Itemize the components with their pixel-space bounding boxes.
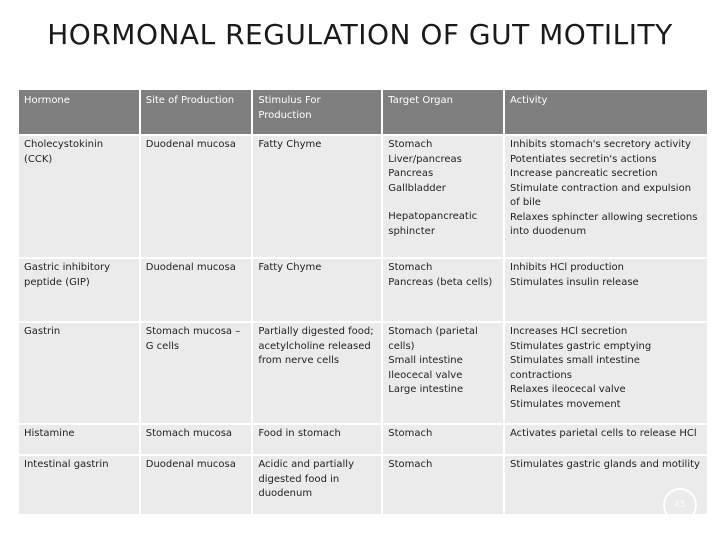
cell-target bbox=[383, 456, 503, 514]
cell-site: Stomach mucosa – G cells bbox=[141, 323, 252, 423]
cell-hormone: Cholecystokinin (CCK) bbox=[19, 136, 139, 257]
target-line: Stomach bbox=[388, 262, 433, 273]
cell-hormone: Histamine bbox=[19, 425, 139, 454]
activity-line: Activates parietal cells to release HCl bbox=[510, 428, 697, 439]
activity-line: Stimulates insulin release bbox=[510, 276, 639, 288]
activity-line: Stimulates gastric glands and motility bbox=[510, 459, 700, 470]
cell-activity bbox=[505, 323, 707, 423]
header-target: Target Organ bbox=[383, 90, 503, 134]
target-line: Gallbladder bbox=[388, 182, 446, 194]
target-line: Liver/pancreas bbox=[388, 153, 462, 165]
target-line: Ileocecal valve bbox=[388, 369, 463, 381]
cell-target bbox=[383, 425, 503, 454]
cell-site: Stomach mucosa bbox=[141, 425, 252, 454]
target-line: Pancreas bbox=[388, 168, 434, 179]
target-line: Pancreas (beta cells) bbox=[388, 276, 493, 288]
header-site: Site of Production bbox=[141, 90, 252, 134]
cell-stimulus: Partially digested food; acetylcholine released from nerve cells bbox=[253, 323, 381, 423]
activity-line: Potentiates secretin's actions bbox=[510, 153, 657, 165]
target-line: Stomach bbox=[388, 459, 433, 470]
cell-site: Duodenal mucosa bbox=[141, 136, 252, 257]
cell-target bbox=[383, 323, 503, 423]
cell-stimulus: Fatty Chyme bbox=[253, 136, 381, 257]
activity-line: Relaxes ileocecal valve bbox=[510, 384, 626, 395]
target-line: Small intestine bbox=[388, 355, 463, 366]
target-spacer bbox=[388, 196, 498, 210]
table-row bbox=[19, 456, 707, 514]
table-row bbox=[19, 425, 707, 454]
activity-line: Increase pancreatic secretion bbox=[510, 168, 658, 179]
cell-site: Duodenal mucosa bbox=[141, 259, 252, 321]
cell-site: Duodenal mucosa bbox=[141, 456, 252, 514]
cell-stimulus: Food in stomach bbox=[253, 425, 381, 454]
target-line: Large intestine bbox=[388, 384, 464, 395]
hormone-table bbox=[17, 88, 709, 516]
cell-hormone: Gastric inhibitory peptide (GIP) bbox=[19, 259, 139, 321]
table-row bbox=[19, 136, 707, 257]
activity-line: Increases HCl secretion bbox=[510, 326, 628, 337]
slide-title: HORMONAL REGULATION OF GUT MOTILITY bbox=[47, 18, 673, 51]
activity-line: Stimulates gastric emptying bbox=[510, 340, 652, 352]
cell-activity bbox=[505, 425, 707, 454]
table-header-row bbox=[19, 90, 707, 134]
activity-line: Stimulates movement bbox=[510, 398, 621, 410]
cell-target bbox=[383, 259, 503, 321]
table-row bbox=[19, 323, 707, 423]
target-line: Stomach bbox=[388, 139, 433, 150]
activity-line: Inhibits stomach's secretory activity bbox=[510, 139, 691, 150]
target-line: Stomach (parietal cells) bbox=[388, 326, 478, 352]
cell-activity bbox=[505, 136, 707, 257]
cell-hormone: Intestinal gastrin bbox=[19, 456, 139, 514]
cell-activity bbox=[505, 259, 707, 321]
page-number-badge: 45 bbox=[663, 488, 697, 522]
table-row bbox=[19, 259, 707, 321]
activity-line: Relaxes sphincter allowing secretions into duodenum bbox=[510, 211, 698, 237]
header-stimulus: Stimulus For Production bbox=[253, 90, 381, 134]
cell-hormone: Gastrin bbox=[19, 323, 139, 423]
target-line: Hepatopancreatic sphincter bbox=[388, 211, 478, 237]
activity-line: Stimulate contraction and expulsion of bile bbox=[510, 182, 692, 208]
cell-stimulus: Fatty Chyme bbox=[253, 259, 381, 321]
header-activity: Activity bbox=[505, 90, 707, 134]
activity-line: Inhibits HCl production bbox=[510, 262, 624, 273]
header-hormone: Hormone bbox=[19, 90, 139, 134]
cell-target bbox=[383, 136, 503, 257]
cell-stimulus: Acidic and partially digested food in duodenum bbox=[253, 456, 381, 514]
activity-line: Stimulates small intestine contractions bbox=[510, 355, 640, 381]
target-line: Stomach bbox=[388, 428, 433, 439]
